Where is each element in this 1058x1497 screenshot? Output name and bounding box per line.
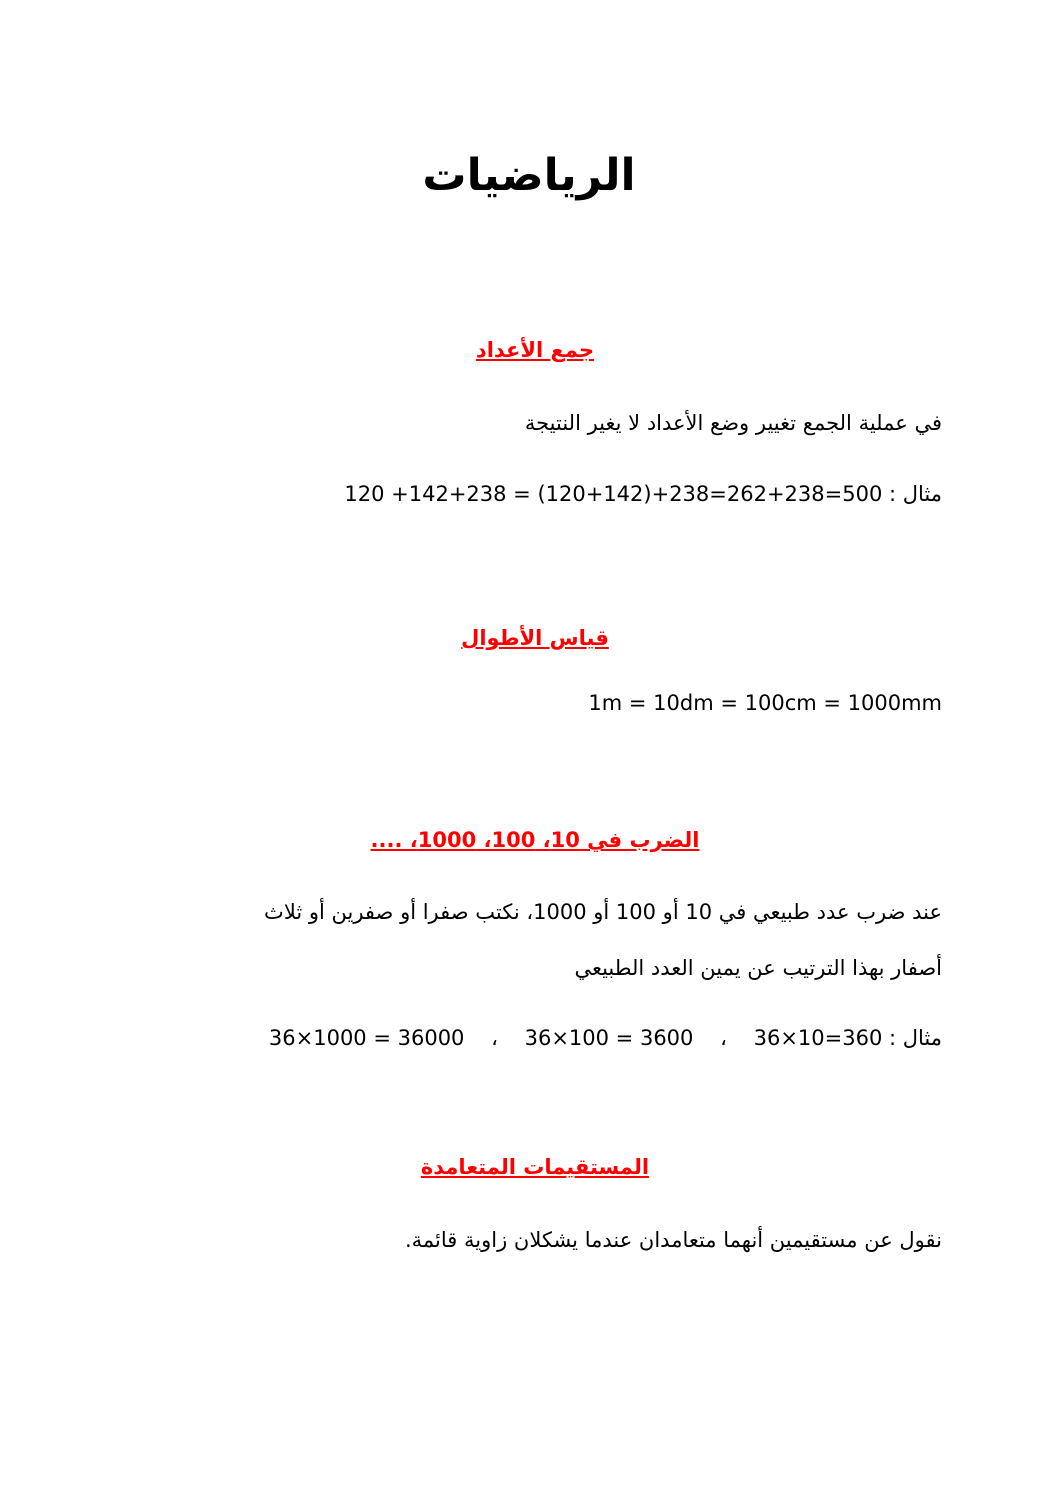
multiplication-example-3: 36×1000 = 36000 bbox=[268, 1026, 465, 1050]
addition-example-label: مثال : bbox=[889, 482, 942, 506]
multiplication-example-label: مثال : bbox=[889, 1026, 942, 1050]
addition-rule: في عملية الجمع تغيير وضع الأعداد لا يغير النتيجة bbox=[524, 411, 942, 435]
page-title: الرياضيات bbox=[422, 150, 636, 201]
heading-multiplication: الضرب في 10، 100، 1000، .... bbox=[370, 828, 700, 852]
multiplication-separator-1: ، bbox=[720, 1026, 727, 1050]
multiplication-rule-line1: عند ضرب عدد طبيعي في 10 أو 100 أو 1000، نكتب صفرا أو صفرين أو ثلاث bbox=[264, 900, 942, 924]
length-conversion bbox=[182, 675, 942, 731]
heading-lengths: قياس الأطوال bbox=[461, 626, 609, 650]
multiplication-example bbox=[182, 1010, 942, 1066]
multiplication-example-2: 36×100 = 3600 bbox=[524, 1026, 694, 1050]
perpendicular-rule: نقول عن مستقيمين أنهما متعامدان عندما يشكلان زاوية قائمة. bbox=[404, 1228, 942, 1252]
multiplication-example-1: 36×10=360 bbox=[753, 1026, 883, 1050]
multiplication-rule-line2: أصفار بهذا الترتيب عن يمين العدد الطبيعي bbox=[574, 956, 942, 980]
length-conversion-expression: 1m = 10dm = 100cm = 1000mm bbox=[588, 691, 942, 715]
heading-perpendicular: المستقيمات المتعامدة bbox=[420, 1155, 650, 1179]
addition-example bbox=[182, 466, 942, 522]
heading-addition: جمع الأعداد bbox=[475, 338, 595, 362]
multiplication-separator-2: ، bbox=[491, 1026, 498, 1050]
addition-example-expression: 120 +142+238 = (120+142)+238=262+238=500 bbox=[344, 482, 883, 506]
